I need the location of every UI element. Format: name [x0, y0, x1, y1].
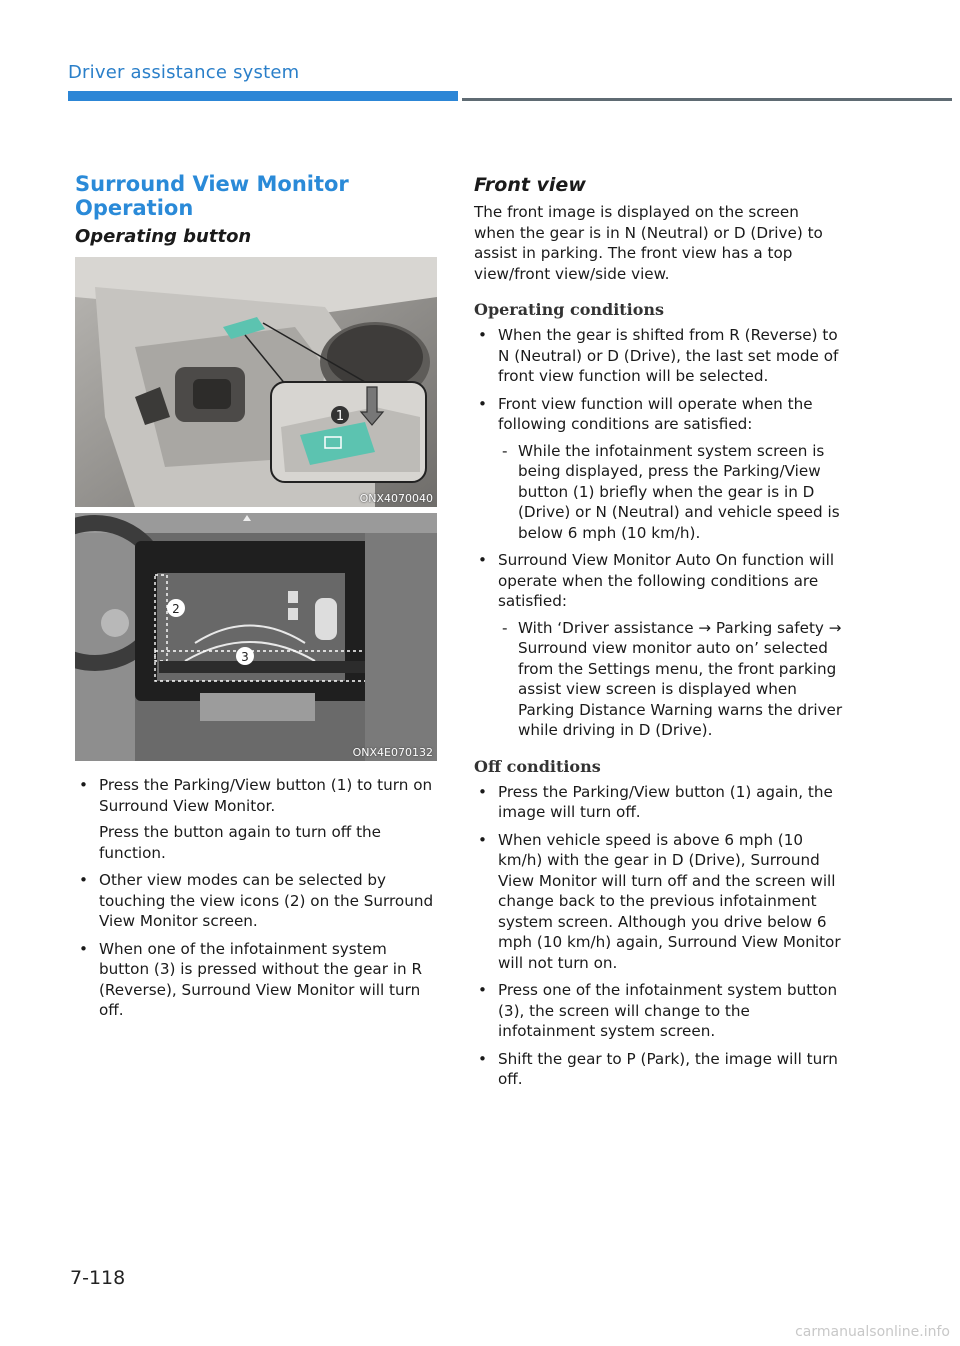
operating-button-list [75, 775, 437, 1021]
right-column [474, 172, 844, 1097]
list-item: • Press the Parking/View button (1) to turn on Surround View Monitor. Press the button again to turn off the function. [75, 775, 437, 863]
list-item: • Surround View Monitor Auto On function will operate when the following conditions are satisfied: - With ‘Driver assistance → Parking safety → Surround view monitor auto on’ selected from the Settings menu, the front parking assist view screen is displayed when Parking Distance Warning warns the driver while driving in D (Drive). [474, 550, 844, 741]
sub-list-item: - While the infotainment system screen is being displayed, press the Parking/View button (1) briefly when the gear is in D (Drive) or N (Neutral) and vehicle speed is below 6 mph (10 km/h). [498, 441, 844, 544]
list-item: • Front view function will operate when the following conditions are satisfied: - While the infotainment system screen is being displayed, press the Parking/View button (1) briefly when the gear is in D (Drive) or N (Neutral) and vehicle speed is below 6 mph (10 km/h). [474, 394, 844, 544]
off-conditions-heading: Off conditions [474, 756, 601, 776]
header-accent-bar [68, 91, 458, 101]
front-view-heading: Front view [474, 174, 586, 196]
off-conditions-list [474, 782, 844, 1090]
figure-infotainment-screen [75, 513, 437, 761]
list-item: • When one of the infotainment system button (3) is pressed without the gear in R (Reverse), Surround View Monitor will turn off. [75, 939, 437, 1021]
operating-button-heading: Operating button [75, 226, 252, 247]
list-item: • When the gear is shifted from R (Reverse) to N (Neutral) or D (Drive), the last set mode of front view function will be selected. [474, 325, 844, 387]
operating-conditions-list [474, 325, 844, 741]
infotainment-illustration [75, 513, 437, 761]
watermark: carmanualsonline.info [795, 1324, 950, 1340]
operating-conditions-heading: Operating conditions [474, 300, 665, 319]
list-item: • Other view modes can be selected by touching the view icons (2) on the Surround View Monitor screen. [75, 870, 437, 932]
list-item-extra: Press the button again to turn off the function. [99, 823, 381, 862]
figure-console-button [75, 257, 437, 507]
figure2-code: ONX4E070132 [352, 746, 433, 759]
callout-2: 2 [172, 602, 180, 616]
sub-list-item: - With ‘Driver assistance → Parking safety → Surround view monitor auto on’ selected from the Settings menu, the front parking assist view screen is displayed when Parking Distance Warning warns the driver while driving in D (Drive). [498, 618, 844, 741]
section-title: Surround View Monitor Operation [75, 172, 349, 220]
list-item: • When vehicle speed is above 6 mph (10 km/h) with the gear in D (Drive), Surround View Monitor will turn off and the screen will change back to the previous infotainment system screen. Although you drive below 6 mph (10 km/h) again, Surround View Monitor will not turn on. [474, 830, 844, 974]
callout-3: 3 [241, 650, 249, 664]
figure1-code: ONX4070040 [359, 492, 433, 505]
callout-1: 1 [335, 409, 345, 424]
header-section-title: Driver assistance system [68, 62, 300, 83]
header-rule [462, 98, 952, 101]
list-item: • Press one of the infotainment system button (3), the screen will change to the infotainment system screen. [474, 980, 844, 1042]
list-item: • Shift the gear to P (Park), the image will turn off. [474, 1049, 844, 1090]
left-column [75, 172, 437, 1028]
front-view-text: The front image is displayed on the screen when the gear is in N (Neutral) or D (Drive) to assist in parking. The front view has a top view/front view/side view. [474, 203, 823, 283]
page-number: 7-118 [70, 1267, 126, 1289]
console-illustration [75, 257, 437, 507]
list-item: • Press the Parking/View button (1) again, the image will turn off. [474, 782, 844, 823]
